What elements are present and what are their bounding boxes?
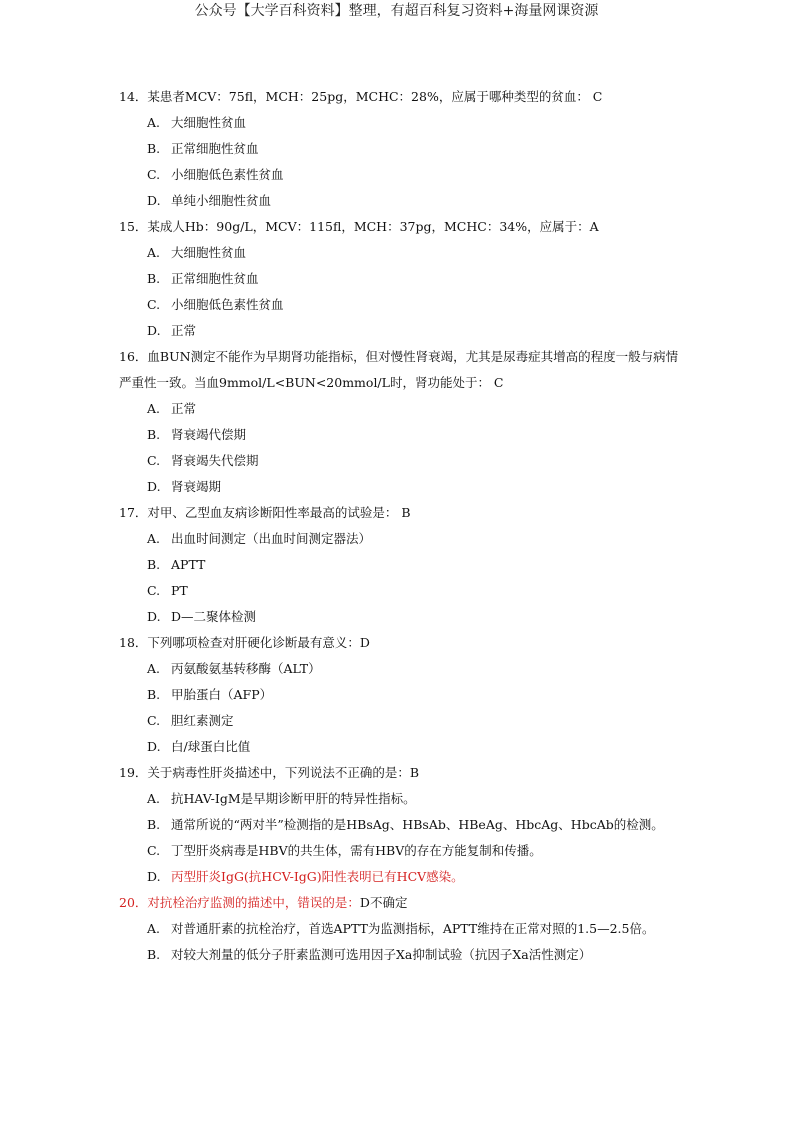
question-18-option-b [119, 682, 679, 708]
option-letter: D. [147, 193, 161, 208]
option-text: 通常所说的“两对半”检测指的是HBsAg、HBsAb、HBeAg、HbcAg、HbcAb的检测。 [171, 817, 664, 832]
option-text: D—二聚体检测 [171, 609, 257, 624]
option-letter: D. [147, 739, 161, 754]
option-letter: A. [147, 921, 161, 936]
option-text: 对普通肝素的抗栓治疗，首选APTT为监测指标，APTT维持在正常对照的1.5—2.5倍。 [171, 921, 655, 936]
question-19-option-a [119, 786, 679, 812]
option-text: 抗HAV-IgM是早期诊断甲肝的特异性指标。 [171, 791, 416, 806]
question-17-option-b [119, 552, 679, 578]
option-letter: B. [147, 947, 161, 962]
option-letter: A. [147, 661, 161, 676]
option-text: APTT [171, 557, 206, 572]
question-16-option-a [119, 396, 679, 422]
option-letter: B. [147, 817, 161, 832]
option-text: 甲胎蛋白（AFP） [171, 687, 273, 702]
question-15: 15．某成人Hb：90g/L，MCV：115fl，MCH：37pg，MCHC：34%，应属于：A [119, 219, 599, 234]
question-15-option-c [119, 292, 679, 318]
question-15-option-a [119, 240, 679, 266]
option-letter: A. [147, 531, 161, 546]
option-text: 肾衰竭期 [171, 479, 222, 494]
question-19-option-b [119, 812, 679, 838]
option-text: 出血时间测定（出血时间测定器法） [171, 531, 372, 546]
option-text: 胆红素测定 [171, 713, 234, 728]
option-letter: D. [147, 323, 161, 338]
question-19-option-c [119, 838, 679, 864]
question-17-option-a [119, 526, 679, 552]
question-18: 18．下列哪项检查对肝硬化诊断最有意义：D [119, 635, 370, 650]
option-text-highlighted: 丙型肝炎IgG(抗HCV-IgG)阳性表明已有HCV感染。 [171, 869, 464, 884]
question-20-stem-highlighted: 20．对抗栓治疗监测的描述中，错误的是： [119, 895, 360, 910]
option-text: 对较大剂量的低分子肝素监测可选用因子Xa抑制试验（抗因子Xa活性测定） [171, 947, 592, 962]
question-16-option-b [119, 422, 679, 448]
question-14-option-c [119, 162, 679, 188]
question-17: 17．对甲、乙型血友病诊断阳性率最高的试验是： B [119, 505, 411, 520]
question-17-option-c [119, 578, 679, 604]
option-text: 肾衰竭代偿期 [171, 427, 247, 442]
question-19: 19．关于病毒性肝炎描述中，下列说法不正确的是：B [119, 765, 420, 780]
option-text: 丙氨酸氨基转移酶（ALT） [171, 661, 321, 676]
option-text: 正常细胞性贫血 [171, 271, 259, 286]
option-letter: C. [147, 713, 161, 728]
question-18-option-a [119, 656, 679, 682]
question-18-option-c [119, 708, 679, 734]
question-17-option-d [119, 604, 679, 630]
question-14-option-b [119, 136, 679, 162]
option-text: 正常 [171, 323, 197, 338]
page-header: 公众号【大学百科资料】整理，有超百科复习资料+海量网课资源 [194, 3, 599, 19]
option-text: PT [171, 583, 188, 598]
option-letter: C. [147, 583, 161, 598]
option-letter: D. [147, 869, 161, 884]
option-letter: C. [147, 297, 161, 312]
question-19-option-d [119, 864, 679, 890]
option-letter: B. [147, 271, 161, 286]
option-letter: B. [147, 557, 161, 572]
option-letter: A. [147, 401, 161, 416]
option-letter: A. [147, 791, 161, 806]
document-body [119, 84, 679, 968]
option-letter: D. [147, 479, 161, 494]
option-letter: A. [147, 245, 161, 260]
question-15-option-d [119, 318, 679, 344]
option-letter: B. [147, 687, 161, 702]
option-letter: B. [147, 427, 161, 442]
question-14-option-d [119, 188, 679, 214]
option-text: 正常细胞性贫血 [171, 141, 259, 156]
option-letter: D. [147, 609, 161, 624]
question-14-option-a [119, 110, 679, 136]
question-18-option-d [119, 734, 679, 760]
question-20 [119, 890, 679, 916]
option-letter: A. [147, 115, 161, 130]
option-text: 白/球蛋白比值 [171, 739, 251, 754]
option-text: 丁型肝炎病毒是HBV的共生体，需有HBV的存在方能复制和传播。 [171, 843, 542, 858]
option-text: 大细胞性贫血 [171, 115, 247, 130]
question-20-answer: D不确定 [359, 895, 408, 910]
question-15-option-b [119, 266, 679, 292]
option-letter: C. [147, 167, 161, 182]
option-text: 小细胞低色素性贫血 [171, 297, 284, 312]
question-20-option-a [119, 916, 679, 942]
option-letter: C. [147, 843, 161, 858]
option-text: 单纯小细胞性贫血 [171, 193, 272, 208]
question-20-option-b [119, 942, 679, 968]
option-text: 小细胞低色素性贫血 [171, 167, 284, 182]
option-text: 大细胞性贫血 [171, 245, 247, 260]
question-16-option-d [119, 474, 679, 500]
option-letter: B. [147, 141, 161, 156]
question-16-option-c [119, 448, 679, 474]
option-text: 正常 [171, 401, 197, 416]
option-letter: C. [147, 453, 161, 468]
question-14: 14．某患者MCV：75fl，MCH：25pg，MCHC：28%，应属于哪种类型的贫血： C [119, 89, 603, 104]
question-16: 16．血BUN测定不能作为早期肾功能指标，但对慢性肾衰竭，尤其是尿毒症其增高的程度一般与病情严重性一致。当血9mmol/L<BUN<20mmol/L时，肾功能处于： C [119, 349, 679, 390]
option-text: 肾衰竭失代偿期 [171, 453, 259, 468]
